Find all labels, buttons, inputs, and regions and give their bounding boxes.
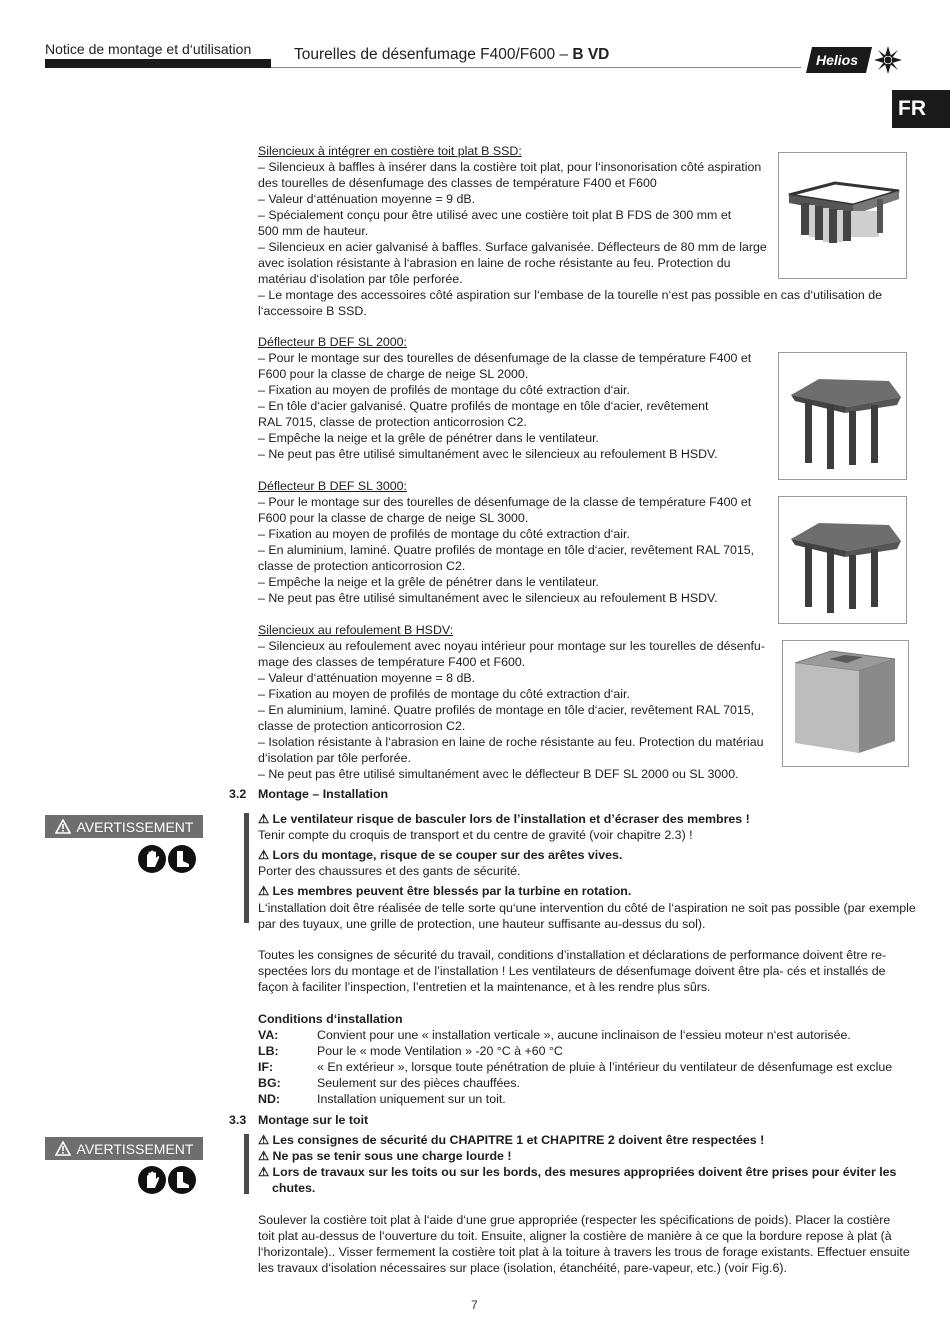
list-item: matériau d‘isolation par tôle perforée. xyxy=(258,272,463,286)
warning-title: ⚠ Lors du montage, risque de se couper sur des arêtes vives. xyxy=(258,848,623,862)
warning-triangle-icon xyxy=(55,819,71,834)
svg-text:Helios: Helios xyxy=(815,52,859,68)
heading-b-def-sl-2000: Déflecteur B DEF SL 2000: xyxy=(258,335,407,349)
warning-badge-label: AVERTISSEMENT xyxy=(76,818,194,835)
list-item: – Ne peut pas être utilisé simultanément avec le silencieux au refoulement B HSDV. xyxy=(258,447,718,461)
list-item: – Ne peut pas être utilisé simultanément avec le déflecteur B DEF SL 2000 ou SL 3000. xyxy=(258,767,739,781)
section-title: Montage – Installation xyxy=(258,787,389,801)
list-item: – Spécialement conçu pour être utilisé avec une costière toit plat B FDS de 300 mm et xyxy=(258,208,732,222)
condition-text: Pour le « mode Ventilation » -20 °C à +60 °C xyxy=(317,1044,563,1058)
language-tab: FR xyxy=(892,90,950,128)
warning-title: ⚠ Ne pas se tenir sous une charge lourde ! xyxy=(258,1149,512,1163)
list-item: l‘accessoire B SSD. xyxy=(258,304,367,318)
warning-badge xyxy=(45,1137,203,1160)
list-item: classe de protection anticorrosion C2. xyxy=(258,559,466,573)
warning-text: L‘installation doit être réalisée de telle sorte qu‘une intervention du côté de l‘aspiration ne soit pas possible (par exemple xyxy=(258,901,916,915)
list-item: – Valeur d‘atténuation moyenne = 9 dB. xyxy=(258,192,476,206)
deflector-sl-3000-image xyxy=(778,496,907,624)
warning-sidebar xyxy=(244,1134,249,1194)
list-item: – Empêche la neige et la grêle de pénétrer dans le ventilateur. xyxy=(258,575,599,589)
list-item: – Empêche la neige et la grêle de pénétrer dans le ventilateur. xyxy=(258,431,599,445)
list-item: – Isolation résistante à l‘abrasion en laine de roche résistante au feu. Protection du matériau xyxy=(258,735,764,749)
header-rule xyxy=(271,67,801,68)
silencer-b-hsdv-image xyxy=(782,640,909,767)
heading-b-ssd: Silencieux à intégrer en costière toit plat B SSD: xyxy=(258,144,522,158)
list-item: mage des classes de température F400 et F600. xyxy=(258,655,526,669)
warning-sidebar xyxy=(244,813,249,923)
safety-boots-icon xyxy=(168,845,196,873)
list-item: classe de protection anticorrosion C2. xyxy=(258,719,466,733)
condition-code: LB: xyxy=(258,1044,279,1058)
title-prefix: Tourelles de désenfumage F400/F600 – xyxy=(294,46,573,63)
warning-title: ⚠ Les consignes de sécurité du CHAPITRE 1 et CHAPITRE 2 doivent être respectées ! xyxy=(258,1133,765,1147)
page-number: 7 xyxy=(471,1298,478,1312)
title-model: B VD xyxy=(572,46,610,63)
paragraph-line: façon à faciliter l’inspection, l’entretien et la maintenance, et à les rendre plus sûrs. xyxy=(258,980,711,994)
document-type: Notice de montage et d‘utilisation xyxy=(45,41,252,57)
warning-text: par des tuyaux, une grille de protection, une hauteur suffisante au-dessus du sol). xyxy=(258,917,706,931)
list-item: des tourelles de désenfumage des classes de température F400 et F600 xyxy=(258,176,657,190)
list-item: – Silencieux au refoulement avec noyau intérieur pour montage sur les tourelles de désenfu- xyxy=(258,639,765,653)
list-item: – Fixation au moyen de profilés de montage du côté extraction d‘air. xyxy=(258,687,630,701)
section-number: 3.3 xyxy=(229,1113,247,1127)
warning-title: chutes. xyxy=(272,1181,316,1195)
list-item: – Fixation au moyen de profilés de montage du côté extraction d‘air. xyxy=(258,383,630,397)
condition-code: VA: xyxy=(258,1028,279,1042)
list-item: 500 mm de hauteur. xyxy=(258,224,369,238)
warning-title: ⚠ Le ventilateur risque de basculer lors de l’installation et d’écraser des membres ! xyxy=(258,812,750,826)
gloves-icon xyxy=(138,1166,166,1194)
list-item: – Valeur d‘atténuation moyenne = 8 dB. xyxy=(258,671,476,685)
condition-text: « En extérieur », lorsque toute pénétration de pluie à l’intérieur du ventilateur de désenfumage est exclue xyxy=(317,1060,893,1074)
heading-b-hsdv: Silencieux au refoulement B HSDV: xyxy=(258,623,454,637)
list-item: – Pour le montage sur des tourelles de désenfumage de la classe de température F400 et xyxy=(258,351,752,365)
list-item: RAL 7015, classe de protection anticorrosion C2. xyxy=(258,415,527,429)
condition-code: BG: xyxy=(258,1076,281,1090)
conditions-heading: Conditions d‘installation xyxy=(258,1012,403,1026)
gloves-icon xyxy=(138,845,166,873)
list-item: F600 pour la classe de charge de neige SL 2000. xyxy=(258,367,529,381)
list-item: – Pour le montage sur des tourelles de désenfumage de la classe de température F400 et xyxy=(258,495,752,509)
list-item: – Silencieux à baffles à insérer dans la costière toit plat, pour l‘insonorisation côté aspiration xyxy=(258,160,762,174)
warning-triangle-icon xyxy=(55,1141,71,1156)
paragraph-line: Soulever la costière toit plat à l‘aide d‘une grue appropriée (respecter les spécifications de poids). Placer la costière xyxy=(258,1213,891,1227)
warning-title: ⚠ Lors de travaux sur les toits ou sur les bords, des mesures appropriées doivent être prises pour éviter les xyxy=(258,1165,897,1179)
heading-b-def-sl-3000: Déflecteur B DEF SL 3000: xyxy=(258,479,407,493)
warning-title: ⚠ Les membres peuvent être blessés par la turbine en rotation. xyxy=(258,884,632,898)
list-item: – Silencieux en acier galvanisé à baffles. Surface galvanisée. Déflecteurs de 80 mm de large xyxy=(258,240,767,254)
header-bar xyxy=(45,59,271,68)
condition-text: Seulement sur des pièces chauffées. xyxy=(317,1076,520,1090)
deflector-sl-2000-image xyxy=(778,352,907,480)
list-item: – En aluminium, laminé. Quatre profilés de montage en tôle d‘acier, revêtement RAL 7015, xyxy=(258,703,755,717)
section-number: 3.2 xyxy=(229,787,247,801)
warning-text: Porter des chaussures et des gants de sécurité. xyxy=(258,864,521,878)
paragraph-line: spectées lors du montage et de l’installation ! Les ventilateurs de désenfumage doivent être pla- cés et installés de xyxy=(258,964,886,978)
paragraph-line: les travaux d‘isolation nécessaires sur place (isolation, étanchéité, pare-vapeur, etc.) (voir Fig.6). xyxy=(258,1261,787,1275)
list-item: – En tôle d‘acier galvanisé. Quatre profilés de montage en tôle d‘acier, revêtement xyxy=(258,399,709,413)
list-item: F600 pour la classe de charge de neige SL 3000. xyxy=(258,511,529,525)
list-item: – Le montage des accessoires côté aspiration sur l‘embase de la tourelle n‘est pas possible en cas d‘utilisation de xyxy=(258,288,883,302)
silencer-b-ssd-image xyxy=(778,152,907,279)
helios-logo xyxy=(806,43,906,77)
condition-text: Convient pour une « installation verticale », aucune inclinaison de l‘essieu moteur n‘est autorisée. xyxy=(317,1028,851,1042)
condition-text: Installation uniquement sur un toit. xyxy=(317,1092,506,1106)
paragraph-line: Toutes les consignes de sécurité du travail, conditions d’installation et déclarations de performance doivent être re- xyxy=(258,948,887,962)
list-item: – Ne peut pas être utilisé simultanément avec le silencieux au refoulement B HSDV. xyxy=(258,591,718,605)
section-title: Montage sur le toit xyxy=(258,1113,369,1127)
warning-badge xyxy=(45,815,203,838)
condition-code: IF: xyxy=(258,1060,274,1074)
warning-text: Tenir compte du croquis de transport et du centre de gravité (voir chapitre 2.3) ! xyxy=(258,828,693,842)
document-title xyxy=(294,46,609,64)
list-item: d‘isolation par tôle perforée. xyxy=(258,751,411,765)
paragraph-line: l‘horizontale).. Visser fermement la costière toit plat à la toiture à travers les trous de forage existants. Effectuer ensuite xyxy=(258,1245,910,1259)
list-item: – En aluminium, laminé. Quatre profilés de montage en tôle d‘acier, revêtement RAL 7015, xyxy=(258,543,755,557)
condition-code: ND: xyxy=(258,1092,281,1106)
list-item: avec isolation résistante à l‘abrasion en laine de roche résistante au feu. Protection du xyxy=(258,256,731,270)
list-item: – Fixation au moyen de profilés de montage du côté extraction d‘air. xyxy=(258,527,630,541)
warning-badge-label: AVERTISSEMENT xyxy=(76,1140,194,1157)
safety-boots-icon xyxy=(168,1166,196,1194)
paragraph-line: toit plat au-dessus de l‘ouverture du toit. Ensuite, aligner la costière de manière à ce que la bordure repose à plat (à xyxy=(258,1229,892,1243)
